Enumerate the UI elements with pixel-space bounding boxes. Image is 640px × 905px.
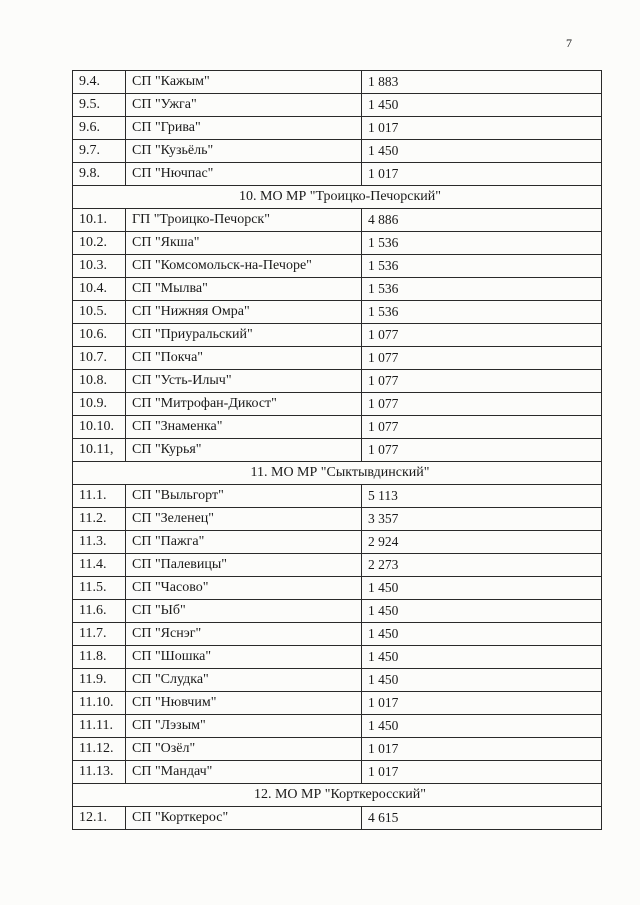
section-title: 12. МО МР "Корткеросский" [73,784,602,807]
settlement-name: СП "Мандач" [126,761,362,784]
row-number: 11.6. [73,600,126,623]
settlement-name: СП "Нючпас" [126,163,362,186]
settlement-name: СП "Кажым" [126,71,362,94]
table-row [73,416,602,439]
amount-value: 1 883 [362,71,602,94]
row-number: 10.10. [73,416,126,439]
settlement-name: СП "Озёл" [126,738,362,761]
table-row [73,232,602,255]
settlement-name: СП "Лэзым" [126,715,362,738]
table-row [73,807,602,830]
table-row [73,508,602,531]
table-row [73,255,602,278]
settlement-name: СП "Шошка" [126,646,362,669]
row-number: 10.4. [73,278,126,301]
table-row [73,324,602,347]
table-body [73,71,602,830]
row-number: 10.7. [73,347,126,370]
table-row [73,140,602,163]
section-header-row [73,462,602,485]
settlement-name: СП "Митрофан-Дикост" [126,393,362,416]
row-number: 9.5. [73,94,126,117]
table-row [73,94,602,117]
row-number: 11.11. [73,715,126,738]
table-row [73,278,602,301]
settlement-name: ГП "Троицко-Печорск" [126,209,362,232]
table-row [73,439,602,462]
row-number: 10.3. [73,255,126,278]
row-number: 11.9. [73,669,126,692]
amount-value: 1 450 [362,715,602,738]
amount-value: 1 536 [362,278,602,301]
table-row [73,71,602,94]
amount-value: 1 450 [362,94,602,117]
amount-value: 1 536 [362,301,602,324]
settlement-name: СП "Палевицы" [126,554,362,577]
amount-value: 1 077 [362,439,602,462]
table-row [73,692,602,715]
section-title: 11. МО МР "Сыктывдинский" [73,462,602,485]
amount-value: 1 077 [362,324,602,347]
amount-value: 1 450 [362,669,602,692]
settlement-name: СП "Выльгорт" [126,485,362,508]
table-row [73,669,602,692]
row-number: 10.2. [73,232,126,255]
row-number: 10.6. [73,324,126,347]
section-title: 10. МО МР "Троицко-Печорский" [73,186,602,209]
amount-value: 1 450 [362,140,602,163]
row-number: 11.13. [73,761,126,784]
settlement-name: СП "Часово" [126,577,362,600]
table-row [73,531,602,554]
amount-value: 1 450 [362,646,602,669]
table-row [73,370,602,393]
amount-value: 1 536 [362,255,602,278]
row-number: 11.5. [73,577,126,600]
amount-value: 1 450 [362,577,602,600]
table-row [73,301,602,324]
allocation-table [72,70,602,830]
table-row [73,646,602,669]
settlement-name: СП "Грива" [126,117,362,140]
table-row [73,623,602,646]
settlement-name: СП "Покча" [126,347,362,370]
amount-value: 1 017 [362,163,602,186]
amount-value: 1 077 [362,393,602,416]
amount-value: 3 357 [362,508,602,531]
row-number: 10.8. [73,370,126,393]
settlement-name: СП "Приуральский" [126,324,362,347]
table-row [73,347,602,370]
amount-value: 1 450 [362,623,602,646]
settlement-name: СП "Якша" [126,232,362,255]
settlement-name: СП "Нижняя Омра" [126,301,362,324]
amount-value: 1 017 [362,692,602,715]
table-row [73,554,602,577]
row-number: 9.4. [73,71,126,94]
row-number: 11.12. [73,738,126,761]
row-number: 9.6. [73,117,126,140]
table-row [73,761,602,784]
settlement-name: СП "Усть-Илыч" [126,370,362,393]
settlement-name: СП "Пажга" [126,531,362,554]
amount-value: 2 924 [362,531,602,554]
amount-value: 1 077 [362,370,602,393]
table-row [73,393,602,416]
row-number: 11.4. [73,554,126,577]
settlement-name: СП "Комсомольск-на-Печоре" [126,255,362,278]
page-number: 7 [566,36,572,50]
amount-value: 1 077 [362,347,602,370]
row-number: 11.10. [73,692,126,715]
table-row [73,715,602,738]
settlement-name: СП "Корткерос" [126,807,362,830]
row-number: 9.7. [73,140,126,163]
amount-value: 1 017 [362,117,602,140]
table-row [73,738,602,761]
row-number: 10.9. [73,393,126,416]
row-number: 10.5. [73,301,126,324]
row-number: 9.8. [73,163,126,186]
amount-value: 5 113 [362,485,602,508]
amount-value: 1 017 [362,761,602,784]
row-number: 11.1. [73,485,126,508]
amount-value: 1 450 [362,600,602,623]
table-row [73,209,602,232]
settlement-name: СП "Нювчим" [126,692,362,715]
amount-value: 4 615 [362,807,602,830]
amount-value: 2 273 [362,554,602,577]
amount-value: 4 886 [362,209,602,232]
row-number: 11.7. [73,623,126,646]
settlement-name: СП "Зеленец" [126,508,362,531]
settlement-name: СП "Курья" [126,439,362,462]
section-header-row [73,186,602,209]
table-row [73,485,602,508]
settlement-name: СП "Яснэг" [126,623,362,646]
settlement-name: СП "Знаменка" [126,416,362,439]
table-row [73,600,602,623]
settlement-name: СП "Мылва" [126,278,362,301]
amount-value: 1 536 [362,232,602,255]
row-number: 11.3. [73,531,126,554]
row-number: 11.8. [73,646,126,669]
section-header-row [73,784,602,807]
settlement-name: СП "Слудка" [126,669,362,692]
table-row [73,117,602,140]
settlement-name: СП "Ыб" [126,600,362,623]
amount-value: 1 017 [362,738,602,761]
settlement-name: СП "Ужга" [126,94,362,117]
amount-value: 1 077 [362,416,602,439]
table-row [73,163,602,186]
row-number: 12.1. [73,807,126,830]
row-number: 10.11, [73,439,126,462]
table-row [73,577,602,600]
settlement-name: СП "Кузьёль" [126,140,362,163]
row-number: 11.2. [73,508,126,531]
row-number: 10.1. [73,209,126,232]
